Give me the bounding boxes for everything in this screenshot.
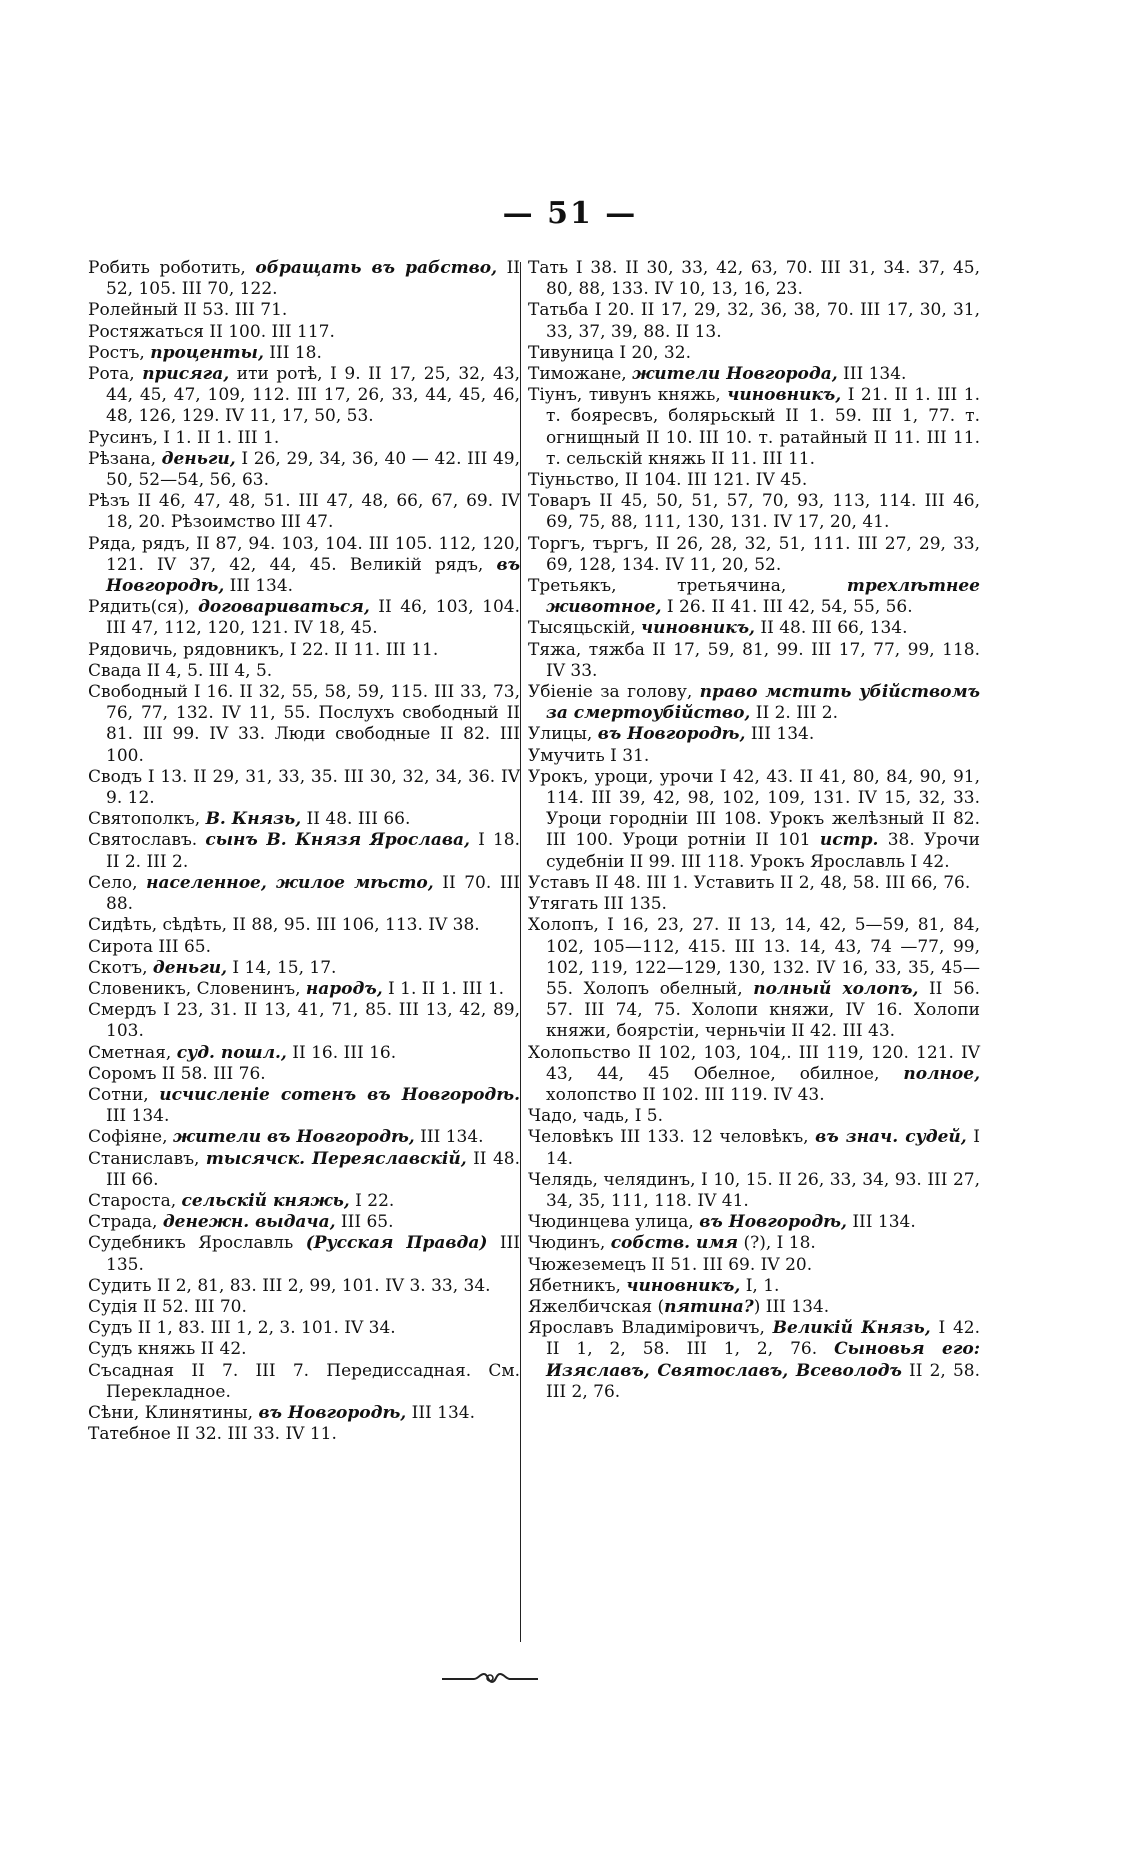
column-divider [520, 262, 521, 1642]
entry-gloss: чиновникъ, [626, 1275, 741, 1296]
entry-text: Рѣзана, [88, 448, 162, 469]
index-entry [528, 1106, 980, 1127]
index-entry [88, 1191, 520, 1212]
index-entry [88, 873, 520, 915]
entry-text: I 22. [349, 1190, 395, 1211]
index-entry [528, 1255, 980, 1276]
entry-text: Тать I 38. II 30, 33, 42, 63, 70. III 31, 34. 37, 45, 80, 88, 133. IV 10, 13, 16, 23. [528, 258, 980, 300]
entry-text: Рядовичь, рядовникъ, I 22. II 11. III 11. [88, 639, 439, 660]
entry-text: I 14. [546, 1127, 981, 1169]
entry-gloss: полное, [903, 1063, 980, 1084]
entry-text: III 65. [335, 1212, 394, 1233]
index-entry [88, 449, 520, 491]
index-entry [88, 1064, 520, 1085]
index-entry [528, 364, 980, 385]
entry-gloss: въ знач. судей, [815, 1127, 967, 1148]
index-entry [88, 1000, 520, 1042]
index-entry [528, 300, 980, 342]
entry-text: I 14, 15, 17. [227, 957, 337, 978]
left-column [88, 258, 520, 1445]
index-columns [88, 258, 982, 1653]
index-entry [528, 534, 980, 576]
entry-text: Тіунъ, тивунъ княжь, [528, 385, 728, 406]
entry-gloss: (Русская Правда) [305, 1233, 488, 1254]
entry-gloss: народъ, [305, 978, 383, 999]
entry-text: Чюдинъ, [528, 1233, 611, 1254]
index-entry [88, 1361, 520, 1403]
index-entry [528, 1318, 980, 1403]
entry-text: Торгъ, търгъ, II 26, 28, 32, 51, 111. III 27, 29, 33, 69, 128, 134. IV 11, 20, 52. [528, 533, 980, 575]
entry-text: Третьякъ, третьячина, [528, 576, 847, 597]
index-entry [528, 258, 980, 300]
entry-text: Сотни, [88, 1084, 160, 1105]
index-entry [528, 618, 980, 639]
entry-text: Судъ княжь II 42. [88, 1339, 247, 1360]
index-entry [88, 1149, 520, 1191]
index-entry [88, 937, 520, 958]
index-entry [88, 1212, 520, 1233]
entry-text: Словеникъ, Словенинъ, [88, 978, 306, 999]
entry-text: Сметная, [88, 1042, 177, 1063]
entry-text: Тиможане, [528, 364, 633, 385]
entry-gloss: деньги, [152, 957, 227, 978]
index-entry [88, 682, 520, 767]
index-entry [88, 322, 520, 343]
entry-text: Софіяне, [88, 1127, 173, 1148]
entry-gloss: чиновникъ, [727, 385, 842, 406]
entry-text: Челядь, челядинъ, I 10, 15. II 26, 33, 34, 93. III 27, 34, 35, 111, 118. IV 41. [528, 1169, 980, 1211]
index-entry [528, 746, 980, 767]
entry-text: Робить роботить, [88, 258, 256, 278]
entry-text: II 70. III 88. [106, 872, 520, 915]
entry-text: Чадо, чадь, I 5. [528, 1106, 664, 1127]
entry-text: Свада II 4, 5. III 4, 5. [88, 660, 273, 681]
index-entry [88, 767, 520, 809]
entry-text: Тивуница I 20, 32. [528, 342, 691, 363]
index-entry [528, 724, 980, 745]
entry-text: Судъ II 1, 83. III 1, 2, 3. 101. IV 34. [88, 1318, 396, 1339]
entry-gloss: истр. [819, 830, 879, 851]
entry-gloss: деньги, [161, 448, 236, 469]
index-entry [88, 491, 520, 533]
entry-text: II 2. III 2. [750, 703, 838, 724]
entry-text: Утягать III 135. [528, 894, 667, 915]
entry-text: II 2, 58. III 2, 76. [546, 1360, 980, 1402]
entry-text: Съсадная II 7. III 7. Передиссадная. См. Перекладное. [88, 1360, 520, 1402]
entry-gloss: въ Новгородѣ, [258, 1402, 407, 1423]
entry-gloss: въ Новгородѣ, [699, 1212, 847, 1233]
end-ornament [440, 1668, 540, 1688]
index-entry [88, 1318, 520, 1339]
entry-gloss: В. Князь, [205, 809, 302, 830]
entry-text: Село, [88, 872, 147, 893]
entry-text: Татьба I 20. II 17, 29, 32, 36, 38, 70. III 17, 30, 31, 33, 37, 39, 88. II 13. [528, 300, 980, 342]
entry-text: Урокъ, уроци, урочи I 42, 43. II 41, 80, 84, 90, 91, 114. III 39, 42, 98, 102, 109, 131. IV 15, 32, 33. Уроци городнiи III 108. Урокъ желѣзный II 82. III 100. Уроци ротнiи II 101 [528, 766, 980, 851]
index-entry [88, 1085, 520, 1127]
entry-text: ити ротѣ, I 9. II 17, 25, 32, 43, 44, 45, 47, 109, 112. III 17, 26, 33, 44, 45, 46, 48, 126, 129. IV 11, 17, 50, 53. [106, 364, 520, 427]
entry-text: I 21. II 1. III 1. т. бояресвъ, болярьскый II 1. 59. III 1, 77. т. огнищный II 10. III 10. т. ратайный II 11. III 11. т. сельскій княжь II 11. III 11. [546, 385, 980, 469]
entry-text: I 1. II 1. III 1. [382, 978, 504, 999]
entry-gloss: сынъ В. Князя Ярослава, [205, 830, 470, 851]
index-entry [528, 873, 980, 894]
entry-gloss: Изяславъ, Святославъ, Всеволодъ [546, 1360, 902, 1381]
entry-text: Тысяцьскій, [528, 618, 642, 639]
entry-text: Русинъ, I 1. II 1. III 1. [88, 427, 280, 448]
index-entry [88, 809, 520, 830]
entry-gloss: чиновникъ, [641, 618, 755, 639]
entry-text: III 134. [106, 1106, 170, 1127]
index-entry [88, 640, 520, 661]
index-entry [528, 576, 980, 618]
entry-text: Судебникъ Ярославль [88, 1233, 306, 1254]
index-entry [88, 597, 520, 639]
index-entry [88, 428, 520, 449]
index-entry [528, 491, 980, 533]
entry-text: Судить II 2, 81, 83. III 2, 99, 101. IV 3. 33, 34. [88, 1275, 491, 1296]
entry-text: II 52, 105. III 70, 122. [106, 258, 520, 300]
entry-text: Татебное II 32. III 33. IV 11. [88, 1424, 337, 1445]
entry-text: Чюжеземецъ II 51. III 69. IV 20. [528, 1254, 813, 1275]
entry-gloss: договариваться, [198, 597, 370, 618]
entry-text: II 16. III 16. [286, 1042, 397, 1063]
entry-gloss: собств. имя [610, 1233, 739, 1254]
entry-text: Ростъ, [88, 342, 151, 363]
index-entry [528, 1276, 980, 1297]
entry-text: Рота, [88, 364, 143, 385]
entry-text: Смердъ I 23, 31. II 13, 41, 71, 85. III 13, 42, 89, 103. [88, 1000, 520, 1042]
entry-text: Сидѣть, сѣдѣть, II 88, 95. III 106, 113. IV 38. [88, 915, 480, 936]
entry-text: Сирота III 65. [88, 936, 211, 957]
entry-text: Станиславъ, [88, 1148, 206, 1169]
entry-text: Рядить(ся), [88, 597, 199, 618]
index-entry [88, 534, 520, 598]
entry-text: Убіеніе за голову, [528, 682, 700, 703]
entry-gloss: исчисленіе сотенъ въ Новгородѣ. [159, 1084, 520, 1105]
index-entry [528, 1297, 980, 1318]
entry-text: III 134. [745, 724, 815, 745]
entry-text: Товаръ II 45, 50, 51, 57, 70, 93, 113, 114. III 46, 69, 75, 88, 111, 130, 131. IV 17, 20, 41. [528, 491, 980, 533]
entry-text: Холопьство II 102, 103, 104,. III 119, 120. 121. IV 43, 44, 45 Обелное, обилное, [528, 1042, 980, 1084]
entry-text: Староста, [88, 1190, 182, 1211]
entry-gloss: въ Новгородѣ, [597, 724, 746, 745]
entry-gloss: суд. пошл., [176, 1042, 287, 1063]
entry-text: III 134. [414, 1127, 484, 1148]
index-entry [88, 915, 520, 936]
entry-text: Сѣни, Клинятины, [88, 1402, 259, 1423]
entry-text: Тяжа, тяжба II 17, 59, 81, 99. III 17, 77, 99, 118. IV 33. [528, 639, 980, 681]
entry-text: Ябетникъ, [528, 1275, 627, 1296]
entry-text: III 134. [224, 576, 294, 597]
entry-text: Святополкъ, [88, 809, 206, 830]
entry-text: Святославъ. [88, 830, 206, 851]
index-entry [88, 258, 520, 300]
index-entry [528, 1043, 980, 1107]
entry-text: ) III 134. [753, 1296, 830, 1317]
entry-text: II 48. III 66. [301, 809, 411, 830]
entry-text: Ростяжаться II 100. III 117. [88, 321, 335, 342]
entry-gloss: обращать въ рабство, [255, 258, 498, 278]
index-entry [88, 661, 520, 682]
entry-text: III 135. [106, 1233, 520, 1275]
entry-text: II 48. III 66. [106, 1148, 520, 1190]
entry-gloss: полный холопъ, [753, 978, 919, 999]
entry-gloss: жители въ Новгородѣ, [172, 1127, 415, 1148]
index-entry [528, 915, 980, 1042]
index-entry [88, 958, 520, 979]
index-entry [528, 682, 980, 724]
entry-gloss: въ Новгородѣ, [106, 554, 520, 597]
entry-text: Тіуньство, II 104. III 121. IV 45. [528, 470, 808, 491]
right-column [528, 258, 980, 1403]
entry-gloss: тысячск. Переяславскій, [205, 1148, 467, 1169]
index-entry [528, 767, 980, 873]
entry-text: I 18. II 2. III 2. [106, 830, 520, 872]
entry-text: Соромъ II 58. III 76. [88, 1063, 266, 1084]
entry-text: Умучить I 31. [528, 745, 650, 766]
index-entry [88, 300, 520, 321]
entry-gloss: Сыновья его: [834, 1339, 980, 1360]
index-entry [88, 1127, 520, 1148]
entry-text: III 18. [263, 342, 322, 363]
entry-text: Человѣкъ III 133. 12 человѣкъ, [528, 1127, 816, 1148]
index-entry [88, 830, 520, 872]
entry-text: 38. Урочи судебнiи II 99. III 118. Урокъ Ярославль I 42. [546, 830, 980, 872]
entry-text: III 134. [406, 1402, 476, 1423]
entry-text: I 42. II 1, 2, 58. III 1, 2, 76. [546, 1318, 981, 1360]
entry-text: III 134. [846, 1212, 916, 1233]
entry-gloss: присяга, [142, 364, 230, 385]
entry-text: II 56. 57. III 74, 75. Холопи княжи, IV 16. Холопи княжи, боярстіи, черньчіи II 42. III 43. [546, 978, 980, 1042]
entry-text: Уставъ II 48. III 1. Уставить II 2, 48, 58. III 66, 76. [528, 872, 971, 893]
index-entry [88, 364, 520, 428]
entry-text: Ролейный II 53. III 71. [88, 300, 288, 321]
index-entry [88, 1424, 520, 1445]
entry-text: Судія II 52. III 70. [88, 1296, 247, 1317]
index-entry [88, 1043, 520, 1064]
entry-gloss: проценты, [150, 342, 264, 363]
entry-text: III 134. [837, 364, 907, 385]
index-entry [88, 979, 520, 1000]
entry-gloss: жители Новгорода, [632, 364, 838, 385]
entry-text: Страда, [88, 1212, 163, 1233]
entry-text: Чюдинцева улица, [528, 1212, 700, 1233]
index-entry [88, 1403, 520, 1424]
entry-text: Яжелбичская ( [528, 1296, 665, 1317]
index-entry [528, 470, 980, 491]
index-entry [88, 343, 520, 364]
index-entry [528, 894, 980, 915]
index-entry [528, 1127, 980, 1169]
index-entry [528, 640, 980, 682]
entry-text: холопство II 102. III 119. IV 43. [546, 1084, 825, 1105]
entry-text: II 46, 103, 104. III 47, 112, 120, 121. IV 18, 45. [106, 597, 520, 639]
index-entry [88, 1339, 520, 1360]
index-entry [88, 1233, 520, 1275]
page-number: — 51 — [502, 196, 638, 231]
entry-gloss: пятина? [664, 1296, 754, 1317]
entry-text: Свободный I 16. II 32, 55, 58, 59, 115. III 33, 73, 76, 77, 132. IV 11, 55. Послухъ свободный II 81. III 99. IV 33. Люди свободные II 82. III 100. [88, 682, 520, 766]
entry-text: Холопъ, I 16, 23, 27. II 13, 14, 42, 5—59, 81, 84, 102, 105—112, 415. III 13. 14, 43, 74 —77, 99, 102, 119, 122—129, 130, 132. IV 16, 33, 35, 45—55. Холопъ обелный, [528, 915, 980, 999]
index-entry [88, 1276, 520, 1297]
entry-gloss: Великій Князь, [772, 1318, 931, 1339]
index-entry [528, 1212, 980, 1233]
index-entry [528, 1233, 980, 1254]
entry-text: Рѣзъ II 46, 47, 48, 51. III 47, 48, 66, 67, 69. IV 18, 20. Рѣзоимство III 47. [88, 491, 520, 533]
entry-gloss: трехлѣтнее животное, [546, 576, 980, 618]
entry-gloss: право мстить убійствомъ за смертоубійство, [546, 682, 980, 724]
entry-text: Скотъ, [88, 957, 153, 978]
entry-gloss: сельскій княжь, [181, 1190, 350, 1211]
entry-text: Ярославъ Владимiровичъ, [528, 1318, 773, 1339]
entry-text: I 26, 29, 34, 36, 40 — 42. III 49, 50, 52—54, 56, 63. [106, 448, 520, 491]
entry-gloss: денежн. выдача, [162, 1212, 336, 1233]
index-entry [88, 1297, 520, 1318]
entry-text: (?), I 18. [738, 1233, 816, 1254]
entry-text: I, 1. [740, 1275, 780, 1296]
entry-text: II 48. III 66, 134. [754, 618, 908, 639]
index-entry [528, 385, 980, 470]
entry-text: Сводъ I 13. II 29, 31, 33, 35. III 30, 32, 34, 36. IV 9. 12. [88, 766, 520, 809]
index-entry [528, 1170, 980, 1212]
entry-text: Улицы, [528, 724, 598, 745]
entry-text: I 26. II 41. III 42, 54, 55, 56. [661, 597, 913, 618]
entry-gloss: населенное, жилое мѣсто, [146, 872, 434, 893]
index-entry [528, 343, 980, 364]
entry-text: Ряда, рядъ, II 87, 94. 103, 104. III 105. 112, 120, 121. IV 37, 42, 44, 45. Великій рядъ, [88, 533, 520, 575]
